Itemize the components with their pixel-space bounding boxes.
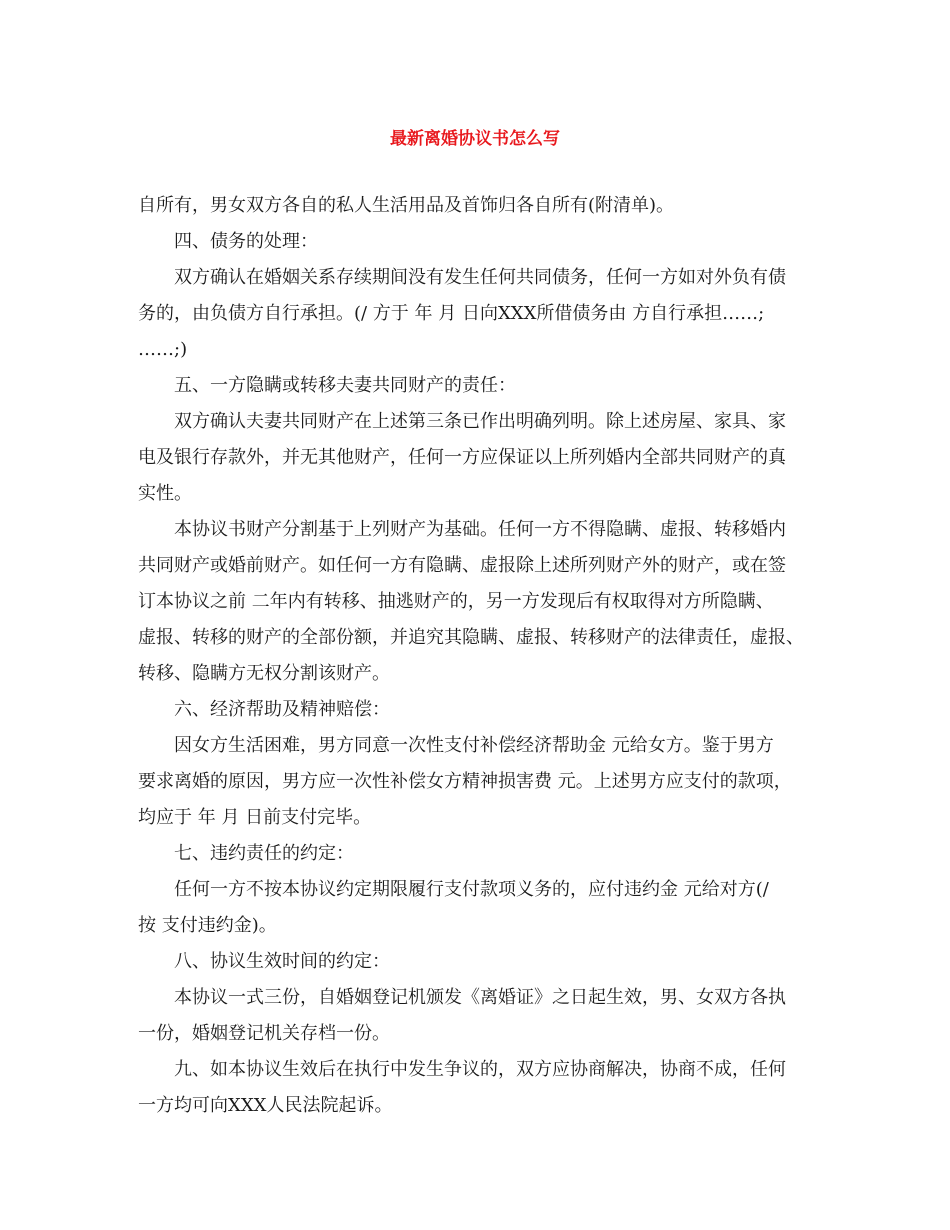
text-line: 任何一方不按本协议约定期限履行支付款项义务的，应付违约金 元给对方(/	[174, 879, 769, 900]
text-line: 本协议一式三份，自婚姻登记机颁发《离婚证》之日起生效，男、女双方各执	[174, 987, 786, 1008]
text-line: 要求离婚的原因，男方应一次性补偿女方精神损害费 元。上述男方应支付的款项，	[138, 771, 792, 792]
text-line: 虚报、转移的财产的全部份额，并追究其隐瞒、虚报、转移财产的法律责任，虚报、	[138, 627, 804, 648]
text-line: 按 支付违约金)。	[138, 915, 277, 936]
text-line: 电及银行存款外，并无其他财产，任何一方应保证以上所列婚内全部共同财产的真	[138, 447, 786, 468]
document-title: 最新离婚协议书怎么写	[390, 129, 560, 149]
text-line: 六、经济帮助及精神赔偿：	[174, 699, 390, 720]
text-line: 五、一方隐瞒或转移夫妻共同财产的责任：	[174, 375, 516, 396]
text-line: 四、债务的处理：	[174, 231, 318, 252]
text-line: 共同财产或婚前财产。如任何一方有隐瞒、虚报除上述所列财产外的财产，或在签	[138, 555, 786, 576]
text-line: 九、如本协议生效后在执行中发生争议的，双方应协商解决，协商不成，任何	[174, 1059, 786, 1080]
text-line: 七、违约责任的约定：	[174, 843, 354, 864]
text-line: 双方确认在婚姻关系存续期间没有发生任何共同债务，任何一方如对外负有债	[174, 267, 786, 288]
text-line: 自所有，男女双方各自的私人生活用品及首饰归各自所有(附清单)。	[138, 195, 675, 216]
document-body	[138, 188, 828, 1124]
text-line: 务的，由负债方自行承担。(/ 方于 年 月 日向XXX所借债务由 方自行承担……;	[138, 303, 765, 324]
text-line: 八、协议生效时间的约定：	[174, 951, 390, 972]
text-line: 订本协议之前 二年内有转移、抽逃财产的，另一方发现后有权取得对方所隐瞒、	[138, 591, 774, 612]
text-line: 均应于 年 月 日前支付完毕。	[138, 807, 372, 828]
text-line: 一份，婚姻登记机关存档一份。	[138, 1023, 390, 1044]
text-line: ……;)	[138, 339, 188, 360]
text-line: 因女方生活困难，男方同意一次性支付补偿经济帮助金 元给女方。鉴于男方	[174, 735, 774, 756]
text-line: 双方确认夫妻共同财产在上述第三条已作出明确列明。除上述房屋、家具、家	[174, 411, 786, 432]
text-line: 转移、隐瞒方无权分割该财产。	[138, 663, 390, 684]
text-line: 一方均可向XXX人民法院起诉。	[138, 1095, 393, 1116]
text-line: 实性。	[138, 483, 192, 504]
text-line: 本协议书财产分割基于上列财产为基础。任何一方不得隐瞒、虚报、转移婚内	[174, 519, 786, 540]
